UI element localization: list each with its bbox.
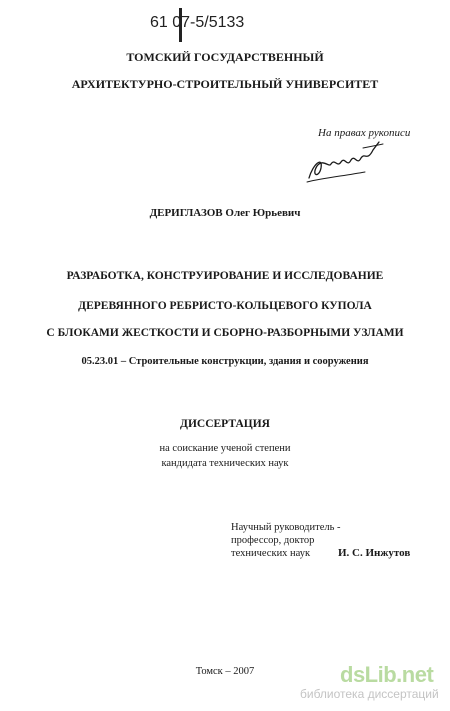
university-name-line2: АРХИТЕКТУРНО-СТРОИТЕЛЬНЫЙ УНИВЕРСИТЕТ [71, 77, 379, 91]
degree-line1: на соискание ученой степени [159, 443, 291, 454]
university-name-line1: ТОМСКИЙ ГОСУДАРСТВЕННЫЙ [126, 50, 324, 64]
city-year: Томск – 2007 [195, 666, 255, 677]
watermark-text: библиотека диссертаций [300, 687, 439, 701]
document-type: ДИССЕРТАЦИЯ [180, 418, 270, 430]
watermark-logo: dsLib.net [340, 662, 434, 687]
degree-line2: кандидата технических наук [161, 458, 289, 469]
registration-number: 61 07-5/5133 [150, 14, 245, 31]
supervisor-line1: Научный руководитель - [231, 522, 341, 533]
supervisor-line3: технических наук [231, 548, 311, 559]
dissertation-title-line2: ДЕРЕВЯННОГО РЕБРИСТО-КОЛЬЦЕВОГО КУПОЛА [78, 300, 372, 312]
rights-note: На правах рукописи [318, 127, 411, 139]
dissertation-title-line1: РАЗРАБОТКА, КОНСТРУИРОВАНИЕ И ИССЛЕДОВАНИЕ [66, 270, 384, 282]
supervisor-line2: профессор, доктор [231, 535, 315, 546]
supervisor-name: И. С. Инжутов [338, 547, 411, 559]
author-name: ДЕРИГЛАЗОВ Олег Юрьевич [149, 207, 301, 219]
specialty-code: 05.23.01 – Строительные конструкции, здания и сооружения [81, 356, 369, 367]
handwritten-signature [303, 138, 387, 186]
dissertation-title-line3: С БЛОКАМИ ЖЕСТКОСТИ И СБОРНО-РАЗБОРНЫМИ УЗЛАМИ [46, 327, 404, 339]
